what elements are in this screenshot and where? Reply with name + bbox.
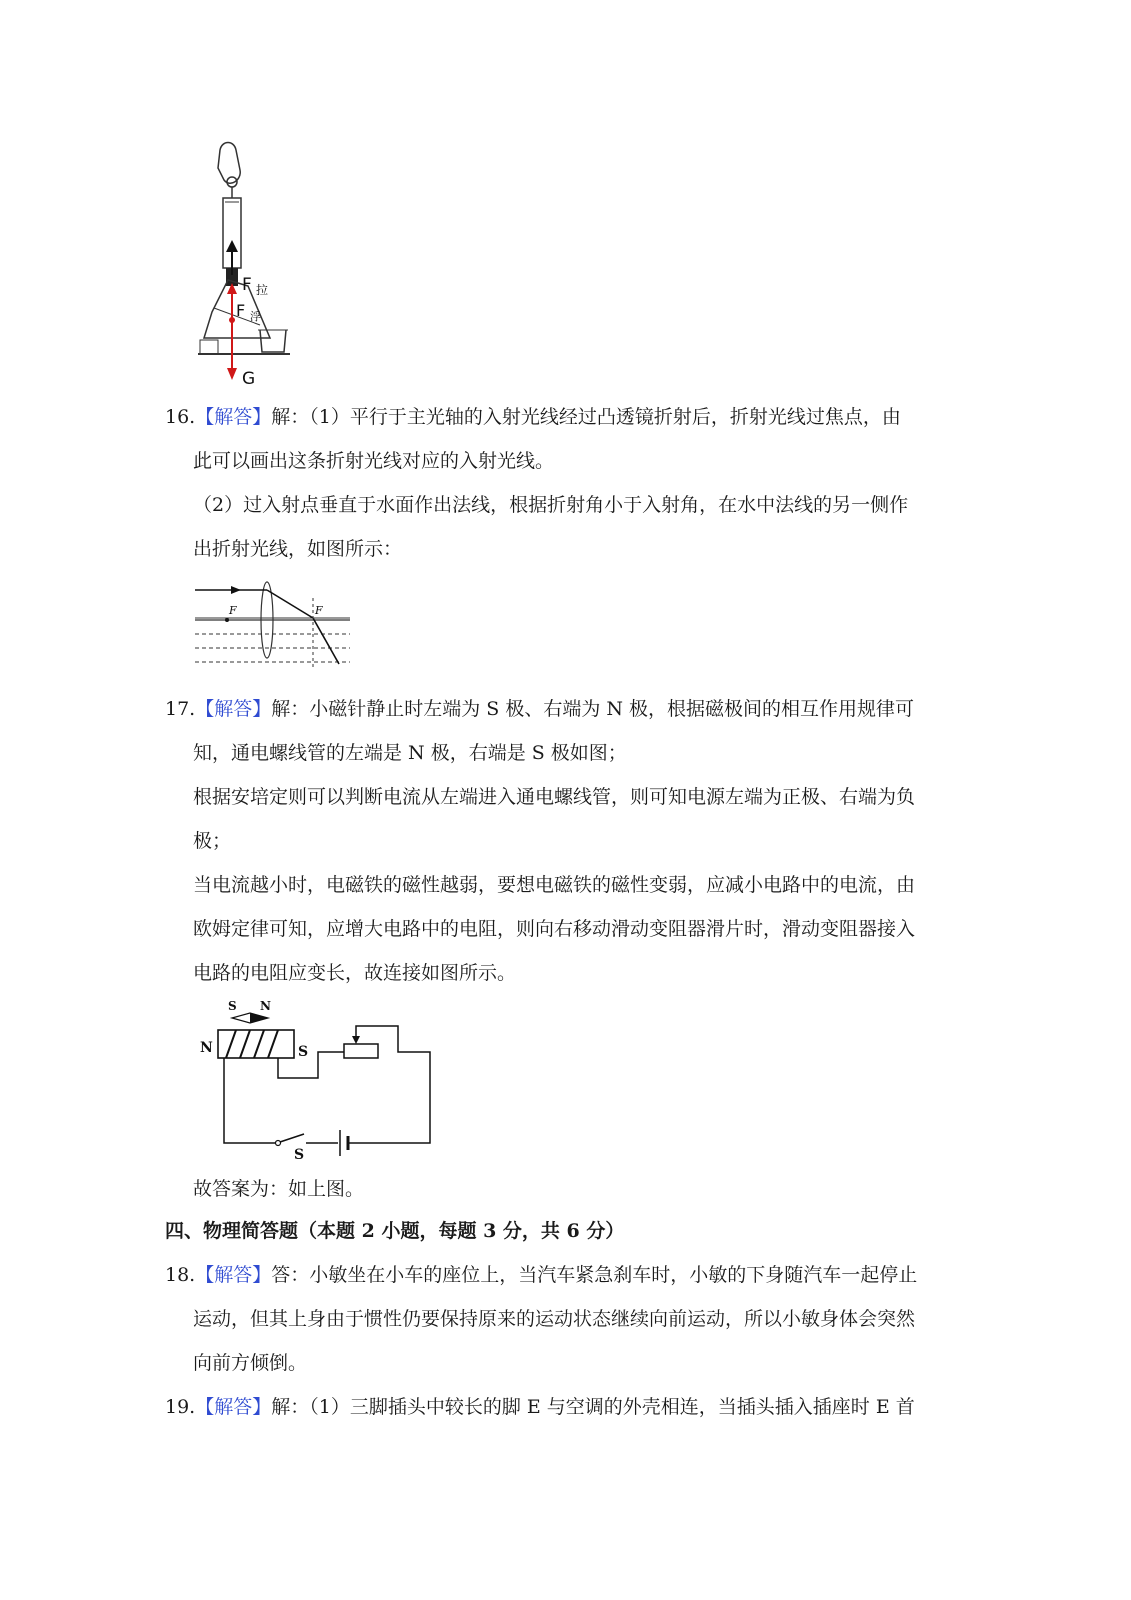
q18-line-2: 运动，但其上身由于惯性仍要保持原来的运动状态继续向前运动，所以小敏身体会突然 xyxy=(193,1308,916,1330)
q17-line-5: 当电流越小时，电磁铁的磁性越弱，要想电磁铁的磁性变弱，应减小电路中的电流，由 xyxy=(193,874,916,896)
figure-spring-scale-forces xyxy=(190,140,310,390)
q19-line-1 xyxy=(165,1394,915,1420)
q19-text-1: 解：（1）三脚插头中较长的脚 E 与空调的外壳相连，当插头插入插座时 E 首 xyxy=(271,1396,915,1418)
question-number: 16. xyxy=(165,406,196,428)
q18-line-1 xyxy=(165,1262,917,1288)
question-number: 17. xyxy=(165,698,196,720)
answer-tag: 【解答】 xyxy=(195,698,272,720)
answer-tag: 【解答】 xyxy=(195,1396,272,1418)
q18-line-3: 向前方倾倒。 xyxy=(193,1352,308,1374)
switch-label-S: S xyxy=(294,1147,305,1163)
q17-line-4: 极； xyxy=(193,830,232,852)
section-title: 四、物理简答题（本题 2 小题，每题 3 分，共 6 分） xyxy=(165,1220,625,1242)
refracted-ray xyxy=(267,590,313,618)
q17-text-1: 解：小磁针静止时左端为 S 极、右端为 N 极，根据磁极间的相互作用规律可 xyxy=(271,698,915,720)
focus-label-right: F xyxy=(315,604,323,617)
q17-line-7: 电路的电阻应变长，故连接如图所示。 xyxy=(193,962,517,984)
q16-line-1 xyxy=(165,404,901,430)
answer-tag: 【解答】 xyxy=(195,406,272,428)
figure-solenoid-circuit xyxy=(198,996,438,1161)
answer-tag: 【解答】 xyxy=(195,1264,272,1286)
q17-line-2: 知，通电螺线管的左端是 N 极，右端是 S 极如图； xyxy=(193,742,627,764)
label-F-pull-sub: 拉 xyxy=(256,283,269,297)
refracted-ray-water xyxy=(313,618,339,664)
question-number: 19. xyxy=(165,1396,196,1418)
q16-line-4: 出折射光线，如图所示： xyxy=(193,538,403,560)
q17-line-1 xyxy=(165,696,914,722)
label-F-buoy: F xyxy=(236,301,246,320)
q16-line-3: （2）过入射点垂直于水面作出法线，根据折射角小于入射角，在水中法线的另一侧作 xyxy=(193,494,909,516)
solenoid-label-N: N xyxy=(200,1040,213,1056)
beaker xyxy=(260,330,286,352)
solenoid-label-S: S xyxy=(298,1044,309,1060)
wire-left xyxy=(224,1058,276,1143)
label-G: G xyxy=(242,369,256,389)
needle-label-S: S xyxy=(228,999,237,1013)
q18-text-1: 答：小敏坐在小车的座位上，当汽车紧急刹车时，小敏的下身随汽车一起停止 xyxy=(271,1264,918,1286)
focus-label-left: F xyxy=(229,604,237,617)
q17-line-3: 根据安培定则可以判断电流从左端进入通电螺线管，则可知电源左端为正极、右端为负 xyxy=(193,786,916,808)
q16-text-1: 解：（1）平行于主光轴的入射光线经过凸透镜折射后，折射光线过焦点，由 xyxy=(271,406,901,428)
wire-top-right xyxy=(278,1052,344,1078)
q17-answer: 故答案为：如上图。 xyxy=(193,1178,365,1200)
q16-line-2: 此可以画出这条折射光线对应的入射光线。 xyxy=(193,450,555,472)
figure-lens-refraction xyxy=(195,578,355,672)
label-F-pull: F xyxy=(242,275,252,295)
sliding-rheostat xyxy=(344,1044,378,1058)
needle-label-N: N xyxy=(260,999,271,1013)
switch-icon xyxy=(280,1134,304,1142)
question-number: 18. xyxy=(165,1264,196,1286)
q17-line-6: 欧姆定律可知，应增大电路中的电阻，则向右移动滑动变阻器滑片时，滑动变阻器接入 xyxy=(193,918,916,940)
base-block xyxy=(200,340,218,354)
label-F-buoy-sub: 浮 xyxy=(250,310,261,323)
solenoid-coil xyxy=(226,1030,278,1058)
